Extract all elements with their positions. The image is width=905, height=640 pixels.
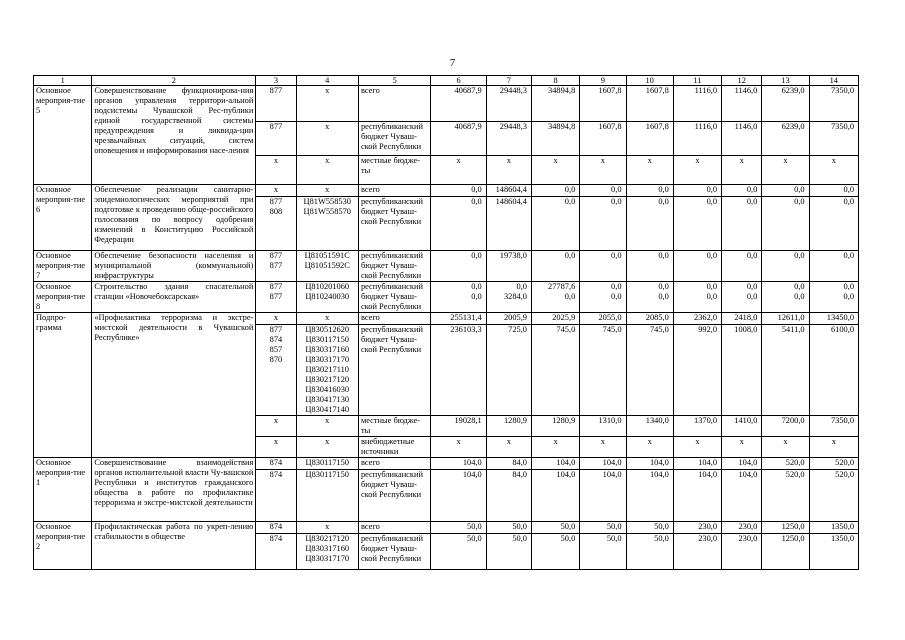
- column-number-header: 9: [580, 76, 626, 86]
- amount-cell: 7350,0: [809, 86, 858, 122]
- funding-source: внебюджетные источники: [358, 437, 430, 458]
- amount-cell: 0,0 3284,0: [486, 282, 531, 313]
- amount-cell: 6239,0: [762, 86, 809, 122]
- amount-cell: 6239,0: [762, 122, 809, 156]
- amount-cell: 7350,0: [809, 416, 858, 437]
- target-code: x: [296, 86, 358, 122]
- column-number-header: 11: [673, 76, 721, 86]
- admin-code: x: [256, 416, 296, 437]
- table-row: [34, 282, 859, 313]
- amount-cell: 34894,8: [531, 86, 579, 122]
- table-row: [34, 458, 859, 470]
- amount-cell: 104,0: [722, 470, 762, 522]
- amount-cell: 50,0: [486, 534, 531, 570]
- amount-cell: 19028,1: [431, 416, 486, 437]
- amount-cell: 2085,0: [626, 313, 673, 325]
- amount-cell: 0,0: [762, 251, 809, 282]
- funding-source: всего: [358, 458, 430, 470]
- amount-cell: 104,0: [431, 458, 486, 470]
- amount-cell: 104,0: [722, 458, 762, 470]
- amount-cell: 1250,0: [762, 522, 809, 534]
- column-number-header: 5: [358, 76, 430, 86]
- amount-cell: 34894,8: [531, 122, 579, 156]
- amount-cell: 0,0: [531, 251, 579, 282]
- amount-cell: x: [762, 437, 809, 458]
- amount-cell: 50,0: [431, 522, 486, 534]
- amount-cell: 0,0: [673, 197, 721, 251]
- amount-cell: 230,0: [673, 534, 721, 570]
- amount-cell: 104,0: [531, 458, 579, 470]
- amount-cell: 2418,0: [722, 313, 762, 325]
- amount-cell: 0,0: [809, 185, 858, 197]
- amount-cell: x: [431, 156, 486, 185]
- admin-code: 877: [256, 122, 296, 156]
- funding-source: республиканский бюджет Чуваш-ской Республики: [358, 470, 430, 522]
- amount-cell: x: [809, 437, 858, 458]
- amount-cell: 19738,0: [486, 251, 531, 282]
- section-label: Подпро-грамма: [34, 313, 92, 458]
- amount-cell: 1116,0: [673, 122, 721, 156]
- amount-cell: 0,0 0,0: [431, 282, 486, 313]
- table-row: [34, 522, 859, 534]
- amount-cell: 0,0: [809, 251, 858, 282]
- amount-cell: x: [486, 437, 531, 458]
- amount-cell: 104,0: [431, 470, 486, 522]
- amount-cell: 230,0: [722, 534, 762, 570]
- amount-cell: 1607,8: [626, 122, 673, 156]
- amount-cell: 27787,6 0,0: [531, 282, 579, 313]
- amount-cell: 1410,0: [722, 416, 762, 437]
- page-number: 7: [449, 57, 456, 69]
- section-label: Основное мероприя-тие 7: [34, 251, 92, 282]
- target-code: Ц810201060 Ц810240030: [296, 282, 358, 313]
- admin-code: 874: [256, 470, 296, 522]
- amount-cell: 520,0: [762, 470, 809, 522]
- funding-source: республиканский бюджет Чуваш-ской Республики: [358, 325, 430, 416]
- amount-cell: x: [673, 156, 721, 185]
- budget-table: [33, 75, 859, 570]
- funding-source: республиканский бюджет Чуваш-ской Республики: [358, 122, 430, 156]
- amount-cell: 0,0 0,0: [626, 282, 673, 313]
- amount-cell: 1350,0: [809, 522, 858, 534]
- admin-code: x: [256, 185, 296, 197]
- amount-cell: 104,0: [673, 458, 721, 470]
- section-label: Основное мероприя-тие 8: [34, 282, 92, 313]
- target-code: x: [296, 156, 358, 185]
- amount-cell: 0,0: [431, 251, 486, 282]
- amount-cell: 0,0 0,0: [722, 282, 762, 313]
- amount-cell: 0,0: [762, 185, 809, 197]
- amount-cell: 50,0: [626, 522, 673, 534]
- table-row: [34, 251, 859, 282]
- amount-cell: 148604,4: [486, 197, 531, 251]
- amount-cell: 745,0: [531, 325, 579, 416]
- amount-cell: 255131,4: [431, 313, 486, 325]
- amount-cell: 0,0: [762, 197, 809, 251]
- amount-cell: 0,0: [673, 251, 721, 282]
- amount-cell: 104,0: [580, 470, 626, 522]
- column-number-header: 3: [256, 76, 296, 86]
- funding-source: республиканский бюджет Чуваш-ской Республики: [358, 282, 430, 313]
- target-code: x: [296, 122, 358, 156]
- amount-cell: 40687,9: [431, 122, 486, 156]
- amount-cell: 50,0: [580, 522, 626, 534]
- amount-cell: 1280,9: [486, 416, 531, 437]
- admin-code: 877: [256, 86, 296, 122]
- funding-source: всего: [358, 313, 430, 325]
- admin-code: 877 874 857 870: [256, 325, 296, 416]
- funding-source: республиканский бюджет Чуваш-ской Республики: [358, 534, 430, 570]
- admin-code: 874: [256, 534, 296, 570]
- amount-cell: 104,0: [531, 470, 579, 522]
- amount-cell: 104,0: [673, 470, 721, 522]
- amount-cell: 50,0: [626, 534, 673, 570]
- amount-cell: 1370,0: [673, 416, 721, 437]
- amount-cell: 1340,0: [626, 416, 673, 437]
- section-label: Основное мероприя-тие 2: [34, 522, 92, 570]
- amount-cell: 0,0: [531, 185, 579, 197]
- amount-cell: 0,0: [431, 197, 486, 251]
- amount-cell: 7200,0: [762, 416, 809, 437]
- target-code: x: [296, 416, 358, 437]
- amount-cell: x: [809, 156, 858, 185]
- column-number-header: 10: [626, 76, 673, 86]
- funding-source: всего: [358, 522, 430, 534]
- target-code: Ц830217120 Ц830317160 Ц830317170: [296, 534, 358, 570]
- section-description: Совершенствование функционирова-ния органов управления территори-альной подсистемы Чувашской Рес-публики единой государственной системы предупреждения и ликвида-ции чрезвычайных ситуаций, систем оповещения и информирования насе-ления: [92, 86, 256, 185]
- amount-cell: 1280,9: [531, 416, 579, 437]
- funding-source: всего: [358, 185, 430, 197]
- amount-cell: 29448,3: [486, 122, 531, 156]
- section-label: Основное мероприя-тие 5: [34, 86, 92, 185]
- amount-cell: 0,0: [673, 185, 721, 197]
- amount-cell: 230,0: [722, 522, 762, 534]
- table-header-row: [34, 76, 859, 86]
- admin-code: x: [256, 313, 296, 325]
- amount-cell: 0,0: [722, 185, 762, 197]
- amount-cell: 2362,0: [673, 313, 721, 325]
- amount-cell: 1116,0: [673, 86, 721, 122]
- section-description: Совершенствование взаимодействия органов исполнительной власти Чу-вашской Республики и институтов гражданского общества в работе по профилактике терроризма и экстре-мистской деятельности: [92, 458, 256, 522]
- column-number-header: 13: [762, 76, 809, 86]
- column-number-header: 2: [92, 76, 256, 86]
- table-row: [34, 86, 859, 122]
- target-code: x: [296, 437, 358, 458]
- amount-cell: 0,0: [722, 197, 762, 251]
- amount-cell: 0,0: [722, 251, 762, 282]
- amount-cell: 5411,0: [762, 325, 809, 416]
- amount-cell: 1607,8: [580, 122, 626, 156]
- amount-cell: 50,0: [580, 534, 626, 570]
- amount-cell: 84,0: [486, 458, 531, 470]
- amount-cell: 104,0: [626, 458, 673, 470]
- amount-cell: 29448,3: [486, 86, 531, 122]
- amount-cell: 520,0: [762, 458, 809, 470]
- funding-source: республиканский бюджет Чуваш-ской Республики: [358, 251, 430, 282]
- amount-cell: 6100,0: [809, 325, 858, 416]
- amount-cell: 1607,8: [580, 86, 626, 122]
- amount-cell: 0,0 0,0: [762, 282, 809, 313]
- amount-cell: x: [626, 437, 673, 458]
- amount-cell: 230,0: [673, 522, 721, 534]
- amount-cell: 50,0: [431, 534, 486, 570]
- admin-code: 877 808: [256, 197, 296, 251]
- amount-cell: 2005,9: [486, 313, 531, 325]
- table-row: [34, 185, 859, 197]
- amount-cell: 0,0: [531, 197, 579, 251]
- funding-source: местные бюдже-ты: [358, 156, 430, 185]
- admin-code: 877 877: [256, 251, 296, 282]
- amount-cell: x: [722, 156, 762, 185]
- column-number-header: 4: [296, 76, 358, 86]
- funding-source: республиканский бюджет Чуваш-ской Республики: [358, 197, 430, 251]
- amount-cell: 13450,0: [809, 313, 858, 325]
- target-code: Ц830117150: [296, 470, 358, 522]
- amount-cell: x: [626, 156, 673, 185]
- amount-cell: 236103,3: [431, 325, 486, 416]
- amount-cell: 0,0: [809, 197, 858, 251]
- funding-source: всего: [358, 86, 430, 122]
- table-row: [34, 313, 859, 325]
- amount-cell: 0,0 0,0: [809, 282, 858, 313]
- amount-cell: 745,0: [580, 325, 626, 416]
- amount-cell: 2055,0: [580, 313, 626, 325]
- column-number-header: 8: [531, 76, 579, 86]
- admin-code: 877 877: [256, 282, 296, 313]
- amount-cell: x: [531, 156, 579, 185]
- admin-code: x: [256, 437, 296, 458]
- amount-cell: 1146,0: [722, 86, 762, 122]
- amount-cell: 520,0: [809, 470, 858, 522]
- target-code: Ц830117150: [296, 458, 358, 470]
- amount-cell: 148604,4: [486, 185, 531, 197]
- section-description: Профилактическая работа по укреп-лению стабильности в обществе: [92, 522, 256, 570]
- amount-cell: 84,0: [486, 470, 531, 522]
- amount-cell: 1008,0: [722, 325, 762, 416]
- amount-cell: x: [580, 437, 626, 458]
- target-code: x: [296, 185, 358, 197]
- target-code: x: [296, 522, 358, 534]
- amount-cell: x: [762, 156, 809, 185]
- section-label: Основное мероприя-тие 1: [34, 458, 92, 522]
- amount-cell: 40687,9: [431, 86, 486, 122]
- amount-cell: 12611,0: [762, 313, 809, 325]
- amount-cell: 0,0: [626, 197, 673, 251]
- amount-cell: 0,0: [431, 185, 486, 197]
- admin-code: x: [256, 156, 296, 185]
- amount-cell: 50,0: [486, 522, 531, 534]
- amount-cell: 745,0: [626, 325, 673, 416]
- column-number-header: 6: [431, 76, 486, 86]
- amount-cell: 50,0: [531, 534, 579, 570]
- section-description: «Профилактика терроризма и экстре-мистской деятельности в Чувашской Республике»: [92, 313, 256, 458]
- column-number-header: 7: [486, 76, 531, 86]
- amount-cell: x: [531, 437, 579, 458]
- amount-cell: 1146,0: [722, 122, 762, 156]
- admin-code: 874: [256, 522, 296, 534]
- target-code: Ц830512620 Ц830117150 Ц830317160 Ц830317170 Ц830217110 Ц830217120 Ц830416030 Ц830417130 Ц830417140: [296, 325, 358, 416]
- amount-cell: x: [673, 437, 721, 458]
- section-description: Строительство здания спасательной станции «Новочебоксарская»: [92, 282, 256, 313]
- column-number-header: 14: [809, 76, 858, 86]
- amount-cell: 2025,9: [531, 313, 579, 325]
- amount-cell: 104,0: [626, 470, 673, 522]
- column-number-header: 12: [722, 76, 762, 86]
- target-code: x: [296, 313, 358, 325]
- amount-cell: 0,0 0,0: [673, 282, 721, 313]
- column-number-header: 1: [34, 76, 92, 86]
- amount-cell: 50,0: [531, 522, 579, 534]
- admin-code: 874: [256, 458, 296, 470]
- amount-cell: x: [486, 156, 531, 185]
- section-description: Обеспечение реализации санитарно-эпидемиологических мероприятий при подготовке к проведению обще-российского голосования по вопросу одобрения изменений в Конституцию Российской Федерации: [92, 185, 256, 251]
- amount-cell: x: [431, 437, 486, 458]
- amount-cell: 992,0: [673, 325, 721, 416]
- amount-cell: 1607,8: [626, 86, 673, 122]
- amount-cell: 1310,0: [580, 416, 626, 437]
- section-label: Основное мероприя-тие 6: [34, 185, 92, 251]
- amount-cell: x: [580, 156, 626, 185]
- amount-cell: 0,0 0,0: [580, 282, 626, 313]
- amount-cell: 0,0: [580, 197, 626, 251]
- amount-cell: 725,0: [486, 325, 531, 416]
- amount-cell: 0,0: [626, 185, 673, 197]
- amount-cell: 1350,0: [809, 534, 858, 570]
- amount-cell: 520,0: [809, 458, 858, 470]
- amount-cell: 104,0: [580, 458, 626, 470]
- target-code: Ц81051591С Ц81051592С: [296, 251, 358, 282]
- amount-cell: 0,0: [580, 251, 626, 282]
- section-description: Обеспечение безопасности населения и муниципальной (коммунальной) инфраструктуры: [92, 251, 256, 282]
- amount-cell: 7350,0: [809, 122, 858, 156]
- target-code: Ц81W558530 Ц81W558570: [296, 197, 358, 251]
- funding-source: местные бюдже-ты: [358, 416, 430, 437]
- amount-cell: x: [722, 437, 762, 458]
- amount-cell: 1250,0: [762, 534, 809, 570]
- amount-cell: 0,0: [580, 185, 626, 197]
- amount-cell: 0,0: [626, 251, 673, 282]
